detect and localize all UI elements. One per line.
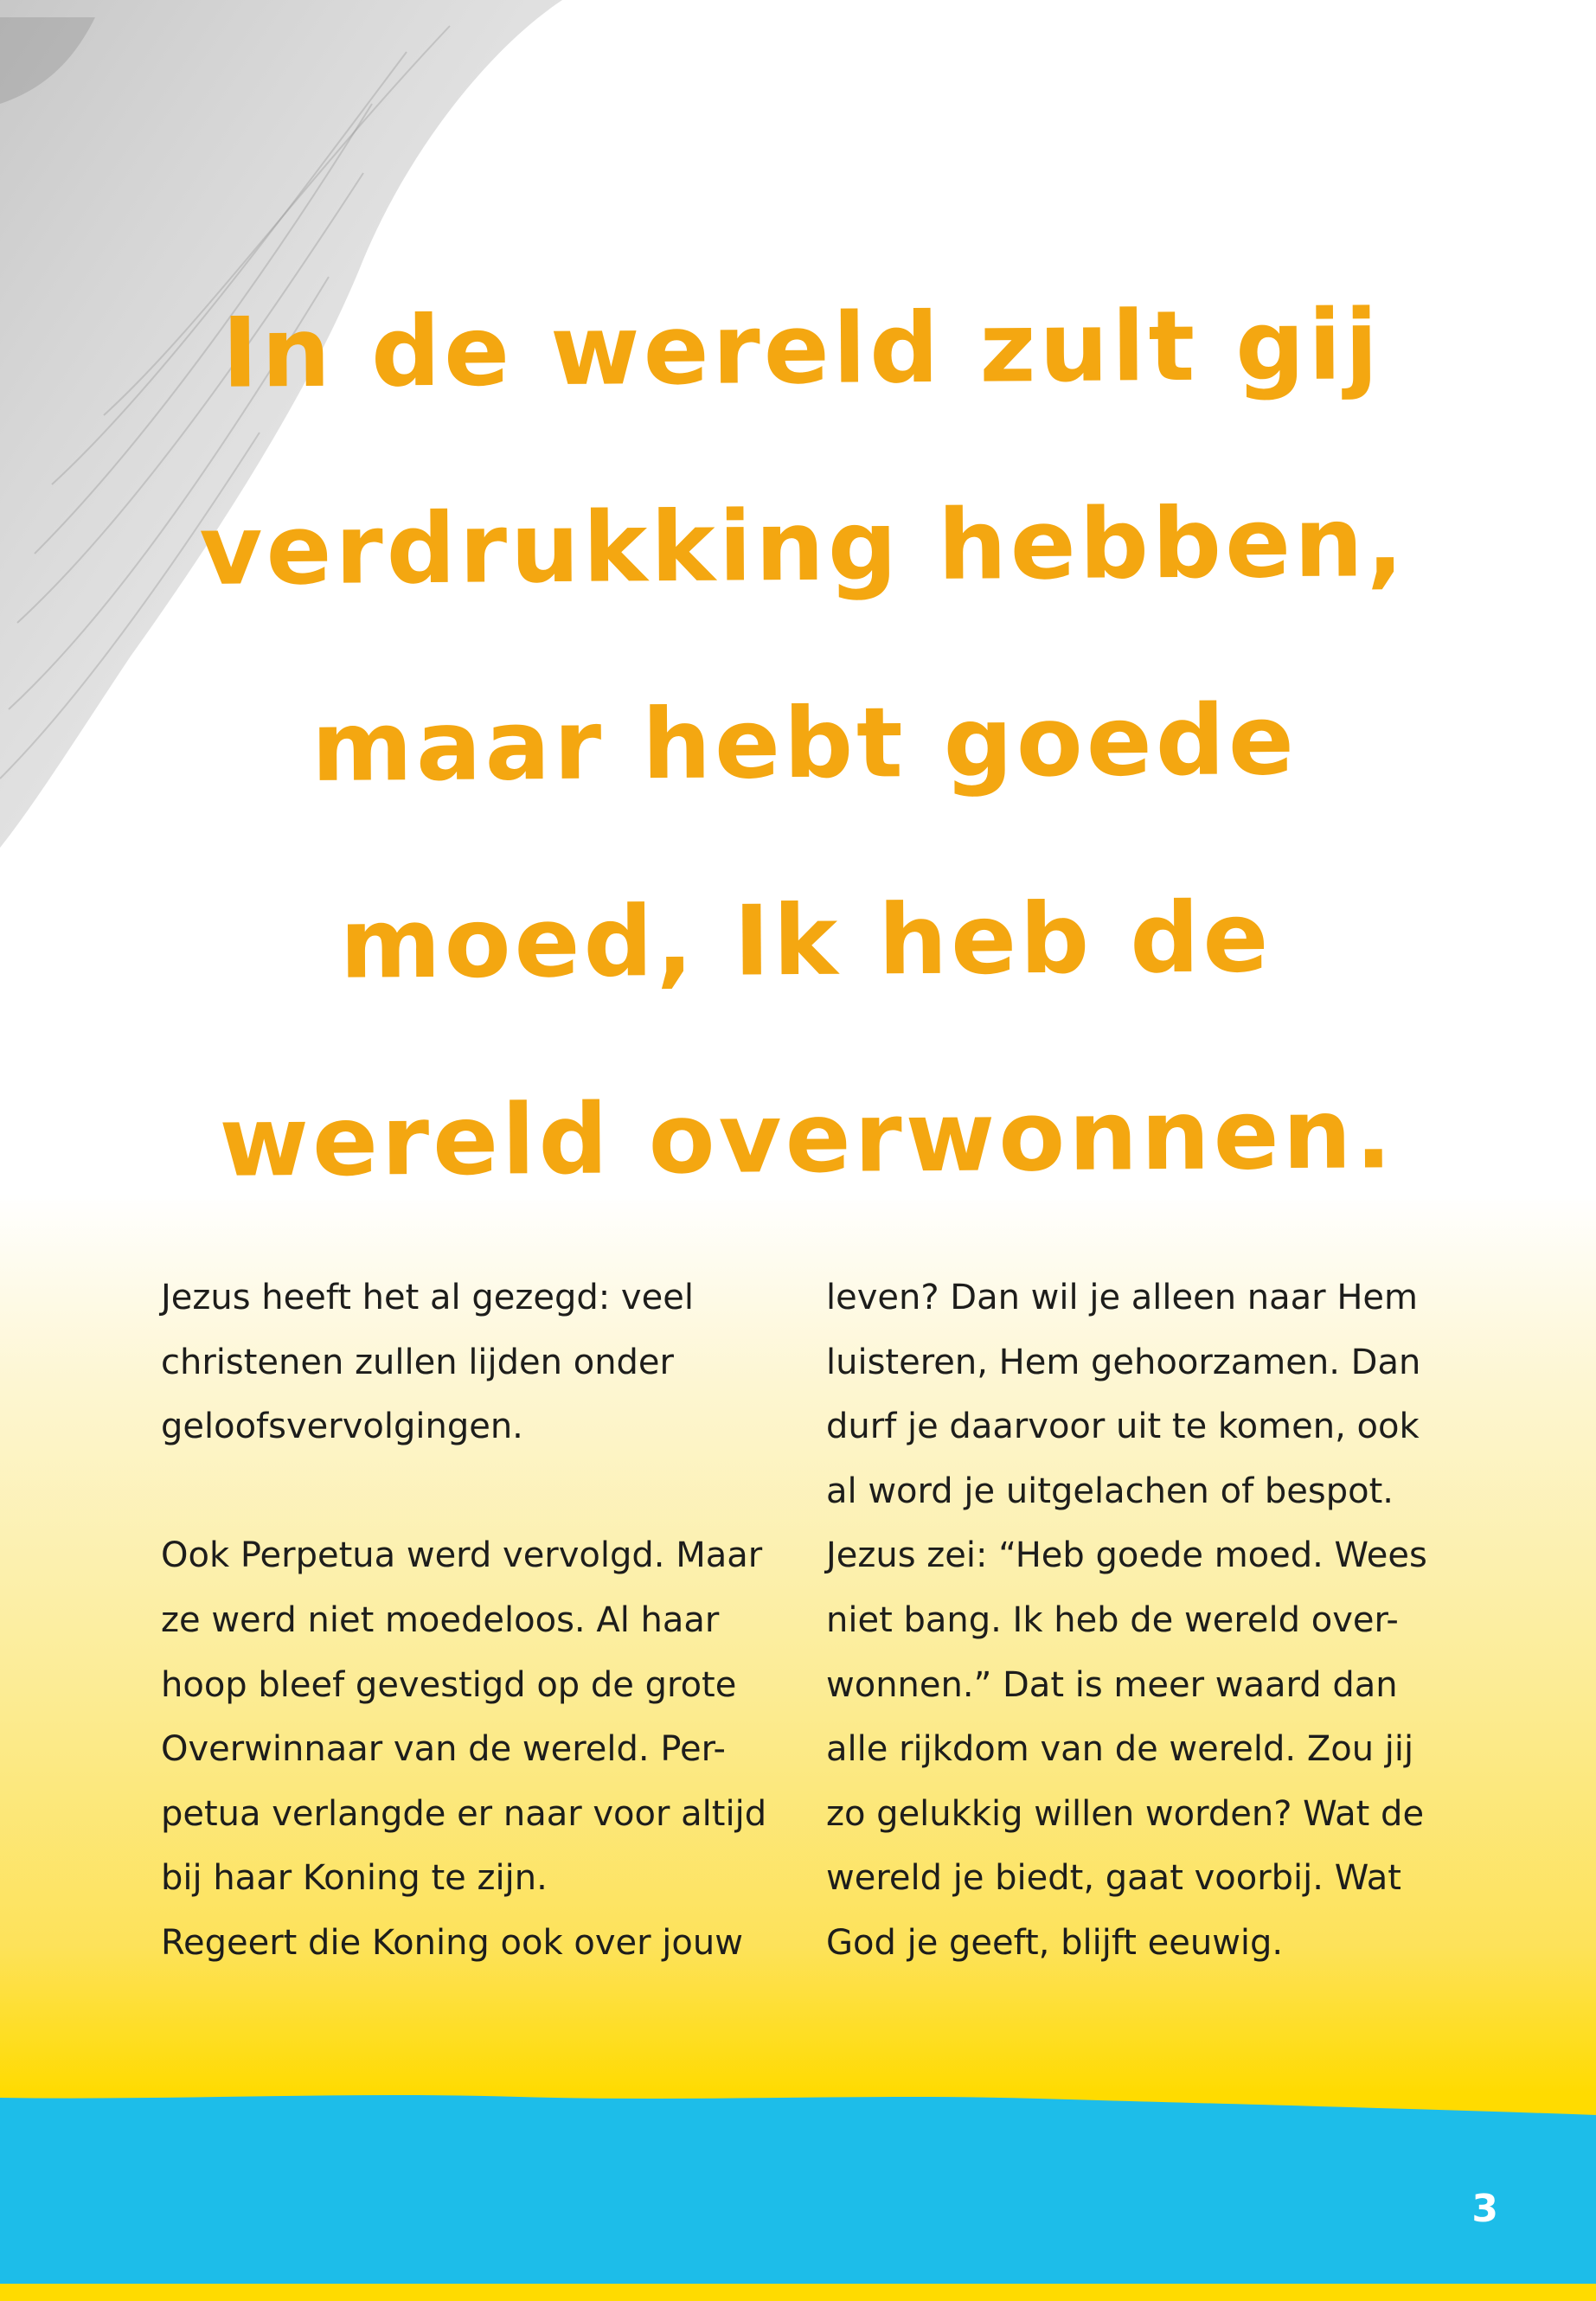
blue-wave-band [0, 2076, 1596, 2301]
body-text-right-column: leven? Dan wil je alleen naar Hem luisteren, Hem gehoorzamen. Dan durf je daarvoor uit te komen, ook al word je uitgelachen of bespot. Jezus zei: “Heb goede moed. Wees niet bang. Ik heb de wereld over- wonnen.” Dat is meer waard dan alle rijkdom van de wereld. Zou jij zo gelukkig willen worden? Wat de wereld je biedt, gaat voorbij. Wat God je geeft, blijft eeuwig. [826, 1278, 1427, 1963]
bible-quote-heading: In de wereld zult gij verdrukking hebben, maar hebt goede moed, Ik heb de wereld overwonnen. [199, 289, 1407, 1199]
body-text-left-column: Jezus heeft het al gezegd: veel christenen zullen lijden onder geloofsvervolgingen. Ook Perpetua werd vervolgd. Maar ze werd niet moedeloos. Al haar hoop bleef gevestigd op de grote Overwinnaar van de wereld. Per- petua verlangde er naar voor altijd bij haar Koning te zijn. Regeert die Koning ook over jouw [161, 1278, 767, 1963]
page-number: 3 [1471, 2187, 1498, 2231]
